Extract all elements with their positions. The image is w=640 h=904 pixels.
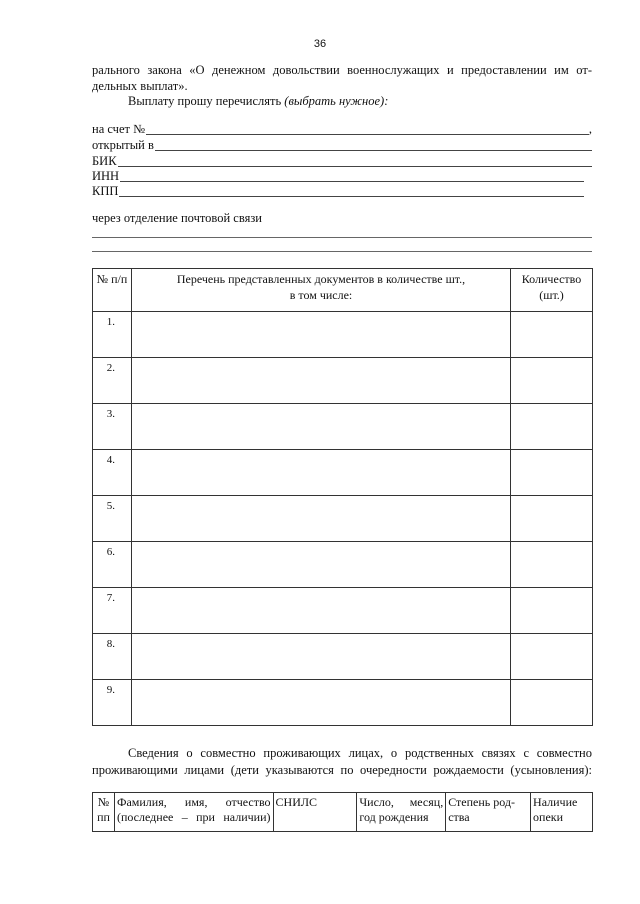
table-row (93, 450, 593, 496)
postal-label: через отделение почтовой связи (92, 211, 262, 225)
page-number: 36 (313, 38, 327, 50)
kpp-field[interactable] (92, 183, 592, 199)
inn-input-line[interactable] (120, 181, 584, 182)
row-number: 2. (93, 358, 132, 404)
persons-col-snils (273, 793, 357, 832)
header-list-line-2: в том числе: (289, 288, 353, 302)
row-number: 7. (93, 588, 132, 634)
opened-in-label: открытый в (92, 138, 154, 152)
opened-in-input-line[interactable] (155, 150, 592, 151)
quantity-cell[interactable] (511, 680, 593, 726)
postal-input-line-1[interactable] (92, 237, 592, 238)
persons-col-num (93, 793, 115, 832)
persons-col-relation-line-1: Степень род- (448, 795, 516, 809)
quantity-cell[interactable] (511, 312, 593, 358)
document-cell[interactable] (131, 680, 510, 726)
table-row (93, 680, 593, 726)
persons-col-birth (357, 793, 446, 832)
row-number: 3. (93, 404, 132, 450)
documents-table-header (93, 269, 593, 312)
row-number: 6. (93, 542, 132, 588)
quantity-cell[interactable] (511, 634, 593, 680)
header-qty-line-2: (шт.) (539, 288, 564, 302)
persons-col-name-line-1: Фамилия, имя, отчество (116, 795, 271, 809)
header-num: № п/п (93, 269, 132, 312)
opened-in-field[interactable] (92, 137, 592, 153)
quantity-cell[interactable] (511, 542, 593, 588)
document-cell[interactable] (131, 312, 510, 358)
persons-col-snils-text: СНИЛС (275, 795, 318, 809)
quantity-cell[interactable] (511, 496, 593, 542)
document-cell[interactable] (131, 450, 510, 496)
header-qty-line-1: Количество (521, 272, 582, 286)
header-list-line-1: Перечень представленных документов в количестве шт., (176, 272, 466, 286)
persons-col-name (114, 793, 273, 832)
payment-hint: (выбрать нужное): (284, 94, 389, 108)
intro-line-1: рального закона «О денежном довольствии военнослужащих и предоставлении им от- (92, 63, 592, 77)
persons-col-relation-line-2: ства (448, 810, 470, 824)
row-number: 1. (93, 312, 132, 358)
header-qty (511, 269, 593, 312)
quantity-cell[interactable] (511, 404, 593, 450)
persons-col-name-line-2: (последнее – при наличии) (116, 810, 271, 824)
persons-col-custody (531, 793, 593, 832)
persons-col-custody-line-1: Наличие (533, 795, 578, 809)
document-cell[interactable] (131, 588, 510, 634)
bik-field[interactable] (92, 153, 592, 169)
persons-col-relation (446, 793, 531, 832)
header-list (131, 269, 510, 312)
row-number: 8. (93, 634, 132, 680)
table-row (93, 404, 593, 450)
row-number: 4. (93, 450, 132, 496)
document-cell[interactable] (131, 542, 510, 588)
kpp-label: КПП (92, 184, 119, 198)
quantity-cell[interactable] (511, 450, 593, 496)
bik-label: БИК (92, 154, 117, 168)
account-field[interactable] (92, 121, 592, 137)
persons-table-header (93, 793, 593, 832)
documents-table (92, 268, 593, 726)
payment-request-text: Выплату прошу перечислять (128, 94, 282, 108)
document-cell[interactable] (131, 358, 510, 404)
row-number: 9. (93, 680, 132, 726)
postal-input-line-2[interactable] (92, 251, 592, 252)
bik-input-line[interactable] (118, 166, 592, 167)
persons-col-custody-line-2: опеки (533, 810, 564, 824)
cohabitants-line-1: Сведения о совместно проживающих лицах, о родственных связях с совместно (128, 746, 592, 760)
persons-col-birth-line-1: Число, месяц, (359, 795, 444, 809)
payment-request (92, 94, 592, 109)
table-row (93, 312, 593, 358)
table-row (93, 542, 593, 588)
inn-label: ИНН (92, 169, 120, 183)
document-cell[interactable] (131, 404, 510, 450)
persons-col-birth-line-2: год рождения (359, 810, 429, 824)
quantity-cell[interactable] (511, 588, 593, 634)
account-tail: , (588, 122, 592, 136)
persons-col-num-line-1: № (97, 795, 110, 809)
table-row (93, 588, 593, 634)
persons-col-num-line-2: пп (97, 810, 110, 824)
document-cell[interactable] (131, 496, 510, 542)
table-row (93, 634, 593, 680)
row-number: 5. (93, 496, 132, 542)
kpp-input-line[interactable] (119, 196, 584, 197)
cohabitants-line-2: проживающими лицами (дети указываются по очередности рождаемости (усыновления): (92, 763, 592, 777)
document-cell[interactable] (131, 634, 510, 680)
account-label: на счет № (92, 122, 146, 136)
persons-table (92, 792, 593, 832)
account-input-line[interactable] (146, 134, 589, 135)
table-row (93, 358, 593, 404)
intro-line-2: дельных выплат». (92, 79, 188, 93)
inn-field[interactable] (92, 168, 592, 184)
table-row (93, 496, 593, 542)
quantity-cell[interactable] (511, 358, 593, 404)
